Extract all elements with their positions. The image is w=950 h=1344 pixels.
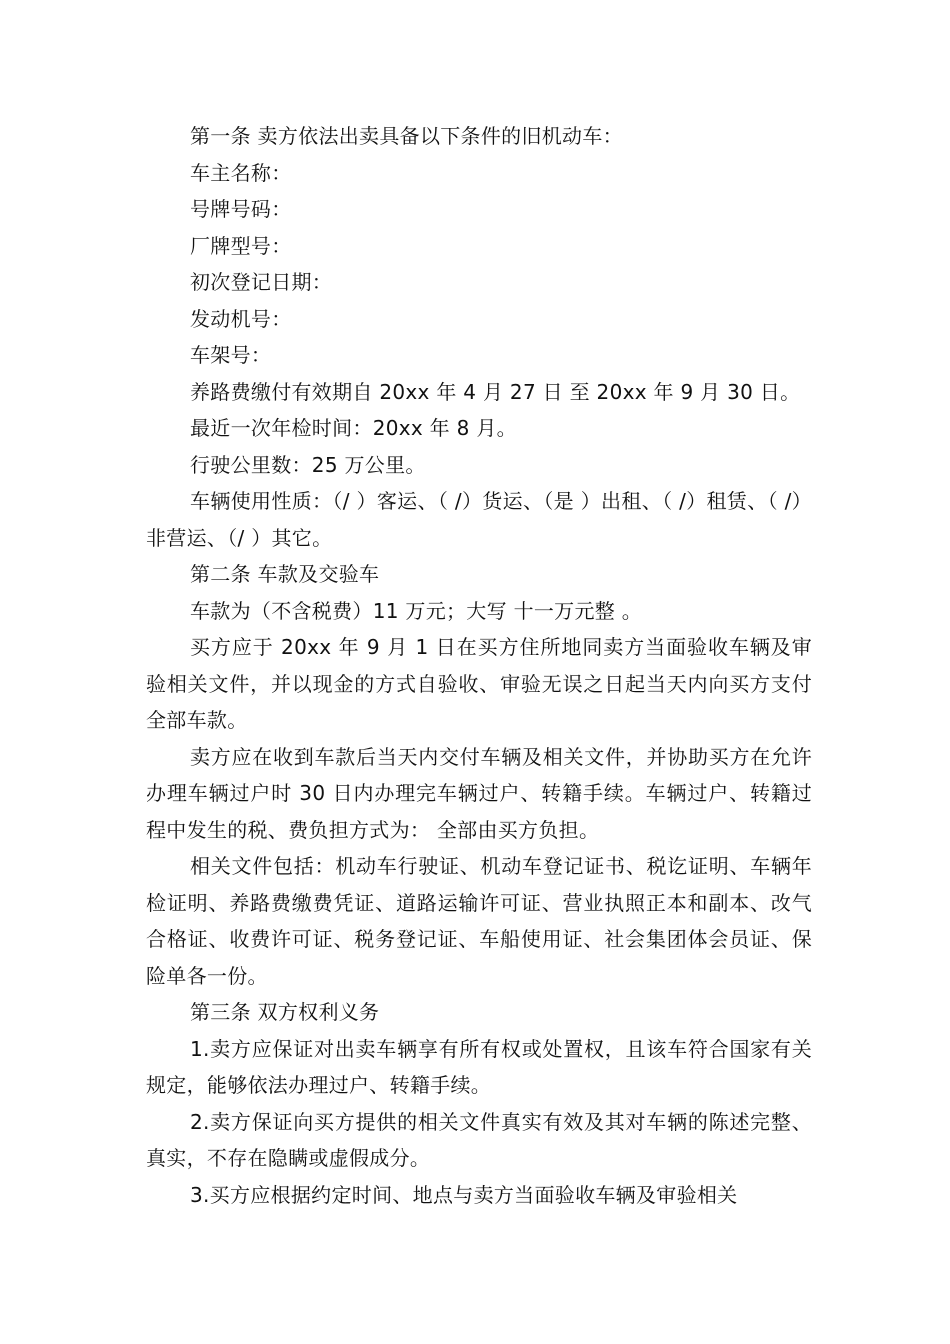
obligation-3-paragraph: 3.买方应根据约定时间、地点与卖方当面验收车辆及审验相关 [190, 1182, 738, 1207]
brand-model-field: 厂牌型号： [190, 233, 292, 258]
obligation-1-paragraph: 1.卖方应保证对出卖车辆享有所有权或处置权，且该车符合国家有关规定，能够依法办理过户、转籍手续。 [146, 1036, 812, 1097]
owner-name-field: 车主名称： [190, 160, 292, 185]
first-registration-date-field: 初次登记日期： [190, 270, 333, 294]
documents-list-paragraph: 相关文件包括：机动车行驶证、机动车登记证书、税讫证明、车辆年检证明、养路费缴费凭证、道路运输许可证、营业执照正本和副本、改气合格证、收费许可证、税务登记证、车船使用证、社会集团体会员证、保险单各一份。 [146, 854, 812, 988]
article-1-heading: 第一条 卖方依法出卖具备以下条件的旧机动车： [190, 124, 623, 148]
price-line: 车款为（不含税费）11 万元；大写 十一万元整 。 [190, 598, 643, 623]
article-3-heading: 第三条 双方权利义务 [190, 1000, 380, 1024]
frame-number-field: 车架号： [190, 343, 272, 367]
mileage-line: 行驶公里数：25 万公里。 [190, 452, 426, 477]
obligation-2-paragraph: 2.卖方保证向买方提供的相关文件真实有效及其对车辆的陈述完整、真实，不存在隐瞒或虚假成分。 [146, 1109, 812, 1170]
engine-number-field: 发动机号： [190, 306, 292, 331]
vehicle-usage-nature-paragraph: 车辆使用性质：（/ ）客运、（ /）货运、（是 ）出租、（ /）租赁、（ /）非营运、（/ ）其它。 [146, 489, 812, 550]
plate-number-field: 号牌号码： [190, 197, 292, 221]
article-2-heading: 第二条 车款及交验车 [190, 562, 380, 586]
delivery-paragraph: 卖方应在收到车款后当天内交付车辆及相关文件，并协助买方在允许办理车辆过户时 30 日内办理完车辆过户、转籍手续。车辆过户、转籍过程中发生的税、费负担方式为： 全部由买方负担。 [146, 744, 812, 842]
payment-paragraph: 买方应于 20xx 年 9 月 1 日在买方住所地同卖方当面验收车辆及审验相关文件，并以现金的方式自验收、审验无误之日起当天内向买方支付全部车款。 [146, 635, 812, 732]
document-body [146, 118, 812, 1213]
last-inspection-line: 最近一次年检时间：20xx 年 8 月。 [190, 416, 517, 440]
road-fee-validity-line: 养路费缴付有效期自 20xx 年 4 月 27 日 至 20xx 年 9 月 30 日。 [190, 379, 801, 404]
